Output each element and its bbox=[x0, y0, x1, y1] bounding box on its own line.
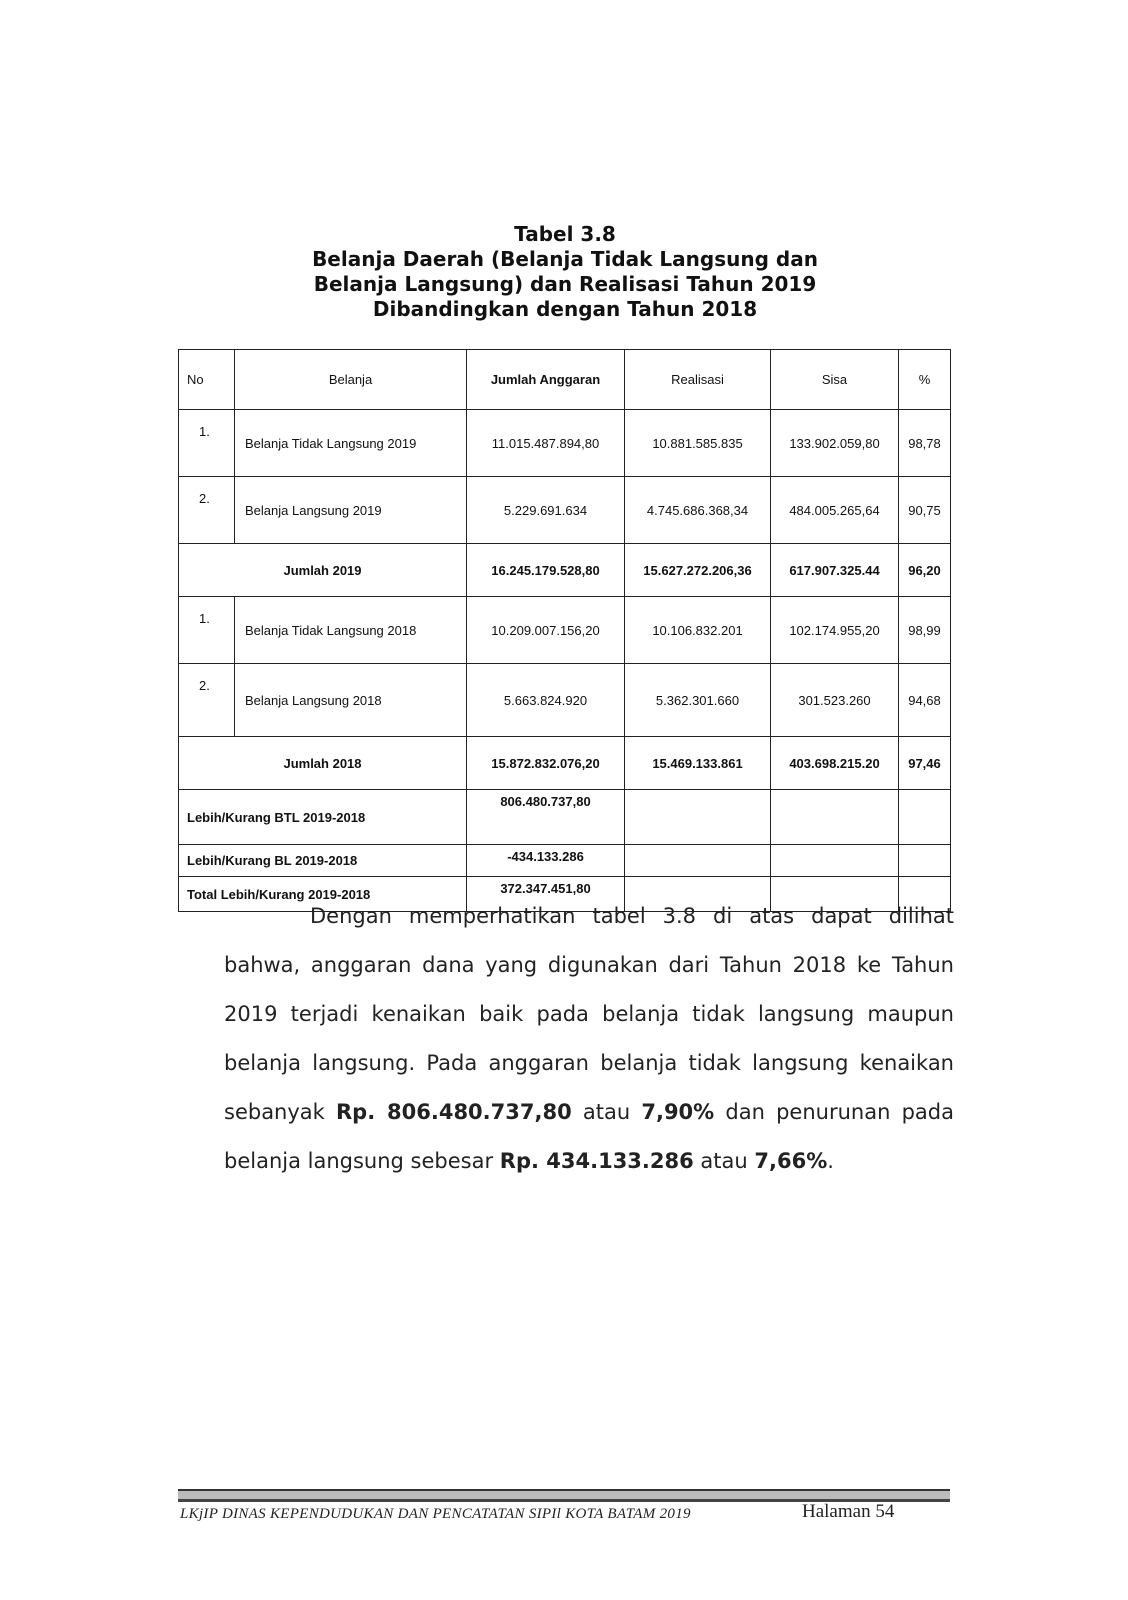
row-number: 1. bbox=[179, 597, 235, 664]
percent-bl-decrease: 7,66% bbox=[754, 1149, 828, 1173]
difference-value: 372.347.451,80 bbox=[467, 877, 625, 912]
total-sisa: 403.698.215.20 bbox=[771, 737, 899, 790]
row-number: 1. bbox=[179, 410, 235, 477]
total-realisasi: 15.469.133.861 bbox=[625, 737, 771, 790]
paragraph-sentence-2: dan penurunan pada belanja langsung sebesar bbox=[224, 1100, 954, 1173]
amount-btl-increase: Rp. 806.480.737,80 bbox=[336, 1100, 572, 1124]
row-sisa: 133.902.059,80 bbox=[771, 410, 899, 477]
paragraph-text bbox=[224, 892, 954, 1186]
table-row bbox=[179, 477, 951, 544]
header-no: No bbox=[179, 350, 235, 410]
difference-label: Total Lebih/Kurang 2019-2018 bbox=[179, 877, 467, 912]
body-paragraph bbox=[224, 892, 954, 1186]
table-header-row bbox=[179, 350, 951, 410]
footer-report-title: LKjIP DINAS KEPENDUDUKAN DAN PENCATATAN SIPIl KOTA BATAM 2019 bbox=[180, 1506, 691, 1522]
row-sisa: 484.005.265,64 bbox=[771, 477, 899, 544]
difference-row-bl bbox=[179, 845, 951, 877]
paragraph-connector: atau bbox=[693, 1149, 755, 1173]
percent-btl-increase: 7,90% bbox=[641, 1100, 715, 1124]
total-percent: 96,20 bbox=[899, 544, 951, 597]
paragraph-end: . bbox=[827, 1149, 834, 1173]
row-realisasi: 4.745.686.368,34 bbox=[625, 477, 771, 544]
row-realisasi: 10.106.832.201 bbox=[625, 597, 771, 664]
empty-cell bbox=[771, 790, 899, 845]
row-percent: 94,68 bbox=[899, 664, 951, 737]
amount-bl-decrease: Rp. 434.133.286 bbox=[499, 1149, 694, 1173]
table-row bbox=[179, 410, 951, 477]
difference-value: -434.133.286 bbox=[467, 845, 625, 877]
empty-cell bbox=[899, 845, 951, 877]
total-row-2019 bbox=[179, 544, 951, 597]
row-realisasi: 10.881.585.835 bbox=[625, 410, 771, 477]
row-anggaran: 5.229.691.634 bbox=[467, 477, 625, 544]
total-anggaran: 15.872.832.076,20 bbox=[467, 737, 625, 790]
table-number: Tabel 3.8 bbox=[514, 222, 616, 246]
header-jumlah-anggaran: Jumlah Anggaran bbox=[467, 350, 625, 410]
footer-page-number: Halaman 54 bbox=[802, 1501, 895, 1522]
table-caption-line-3: Dibandingkan dengan Tahun 2018 bbox=[372, 297, 758, 321]
row-anggaran: 5.663.824.920 bbox=[467, 664, 625, 737]
row-anggaran: 11.015.487.894,80 bbox=[467, 410, 625, 477]
row-realisasi: 5.362.301.660 bbox=[625, 664, 771, 737]
empty-cell bbox=[625, 845, 771, 877]
header-percent: % bbox=[899, 350, 951, 410]
row-anggaran: 10.209.007.156,20 bbox=[467, 597, 625, 664]
row-percent: 90,75 bbox=[899, 477, 951, 544]
row-percent: 98,99 bbox=[899, 597, 951, 664]
row-sisa: 102.174.955,20 bbox=[771, 597, 899, 664]
row-sisa: 301.523.260 bbox=[771, 664, 899, 737]
paragraph-connector: atau bbox=[571, 1100, 642, 1124]
header-realisasi: Realisasi bbox=[625, 350, 771, 410]
difference-label: Lebih/Kurang BTL 2019-2018 bbox=[179, 790, 467, 845]
empty-cell bbox=[771, 845, 899, 877]
difference-label: Lebih/Kurang BL 2019-2018 bbox=[179, 845, 467, 877]
total-row-2018 bbox=[179, 737, 951, 790]
difference-value: 806.480.737,80 bbox=[467, 790, 625, 845]
empty-cell bbox=[899, 790, 951, 845]
total-percent: 97,46 bbox=[899, 737, 951, 790]
table-caption-line-2: Belanja Langsung) dan Realisasi Tahun 2019 bbox=[313, 272, 817, 296]
row-number: 2. bbox=[179, 477, 235, 544]
total-realisasi: 15.627.272.206,36 bbox=[625, 544, 771, 597]
table-title-block bbox=[180, 222, 950, 322]
row-belanja: Belanja Langsung 2019 bbox=[235, 477, 467, 544]
row-belanja: Belanja Langsung 2018 bbox=[235, 664, 467, 737]
header-belanja: Belanja bbox=[235, 350, 467, 410]
table-row bbox=[179, 597, 951, 664]
total-label: Jumlah 2019 bbox=[179, 544, 467, 597]
row-number: 2. bbox=[179, 664, 235, 737]
paragraph-sentence-1: Dengan memperhatikan tabel 3.8 di atas dapat dilihat bahwa, anggaran dana yang digunakan dari Tahun 2018 ke Tahun 2019 terjadi kenaikan baik pada belanja tidak langsung maupun belanja langsung. Pada anggaran belanja tidak langsung kenaikan sebanyak bbox=[224, 904, 954, 1124]
row-belanja: Belanja Tidak Langsung 2018 bbox=[235, 597, 467, 664]
row-percent: 98,78 bbox=[899, 410, 951, 477]
difference-row-btl bbox=[179, 790, 951, 845]
total-label: Jumlah 2018 bbox=[179, 737, 467, 790]
row-belanja: Belanja Tidak Langsung 2019 bbox=[235, 410, 467, 477]
empty-cell bbox=[625, 790, 771, 845]
total-sisa: 617.907.325.44 bbox=[771, 544, 899, 597]
table-row bbox=[179, 664, 951, 737]
budget-table bbox=[178, 349, 951, 912]
total-anggaran: 16.245.179.528,80 bbox=[467, 544, 625, 597]
header-sisa: Sisa bbox=[771, 350, 899, 410]
table-caption-line-1: Belanja Daerah (Belanja Tidak Langsung dan bbox=[312, 247, 818, 271]
